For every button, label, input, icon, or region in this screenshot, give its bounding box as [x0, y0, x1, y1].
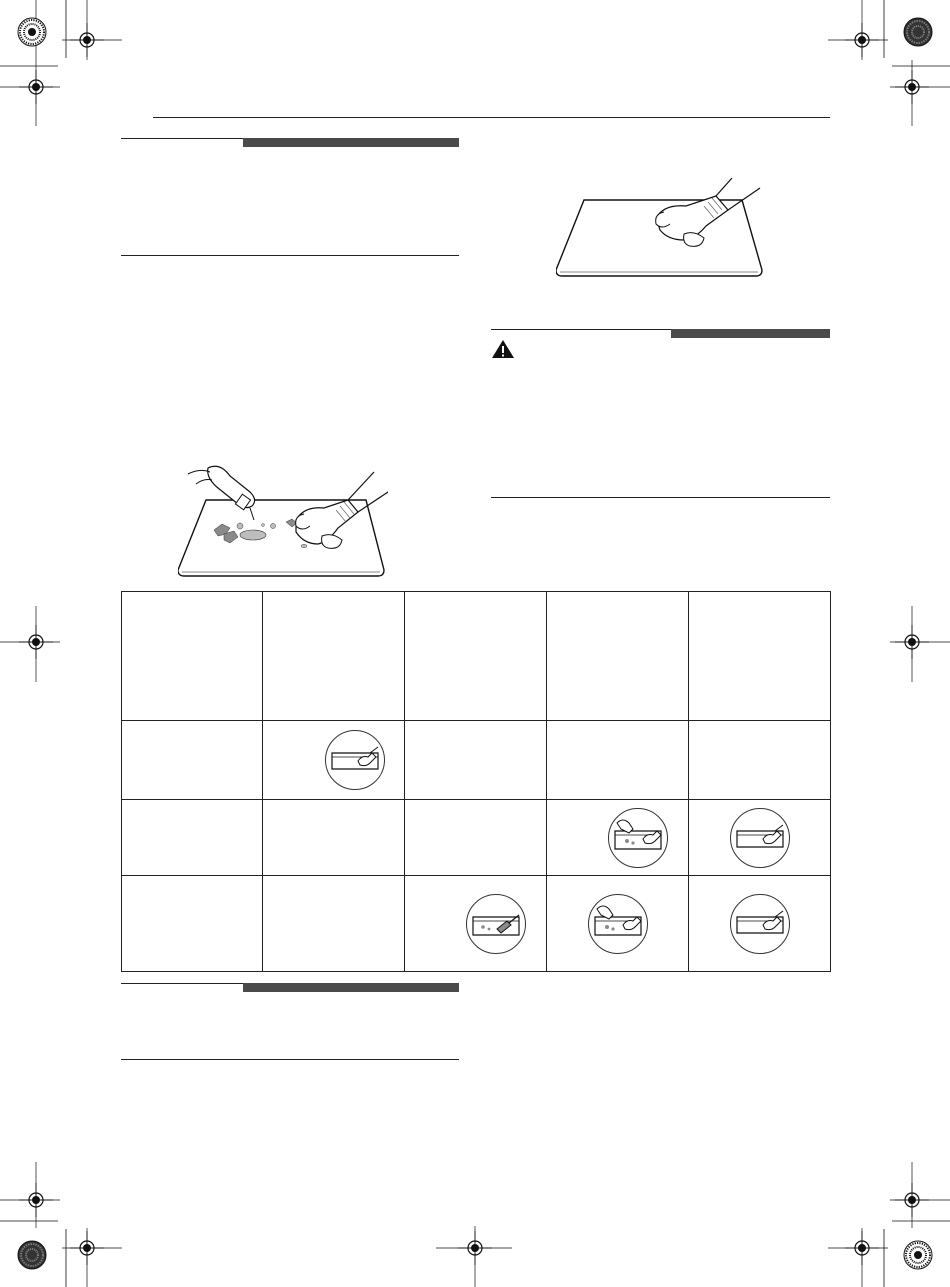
table-cell — [405, 800, 547, 876]
registration-mark-icon — [19, 70, 53, 104]
warning-icon — [491, 339, 515, 359]
table-header-cell — [122, 592, 263, 721]
table-row — [122, 876, 831, 972]
scraper-method-icon — [466, 894, 526, 954]
table-row — [122, 721, 831, 800]
registration-mark-icon — [895, 625, 929, 659]
table-cell — [263, 721, 405, 800]
wipe-method-icon — [325, 730, 385, 790]
registration-mark-icon — [458, 1231, 492, 1265]
wipe-method-icon — [730, 808, 790, 868]
table-row-label — [122, 876, 263, 972]
registration-mark-icon — [845, 23, 879, 57]
table-cell — [547, 721, 689, 800]
table-cell — [405, 721, 547, 800]
registration-mark-icon — [70, 1231, 104, 1265]
table-cell — [405, 876, 547, 972]
table-header-row — [122, 592, 831, 721]
section-divider-right-bottom — [491, 497, 830, 498]
section-heading-left-bottom — [121, 983, 459, 995]
cooktop-wiping-illustration — [556, 178, 768, 280]
table-cell — [689, 800, 831, 876]
registration-mark-icon — [19, 625, 53, 659]
header-rule — [153, 117, 830, 118]
color-target-icon — [904, 1241, 932, 1269]
registration-mark-icon — [895, 70, 929, 104]
section-divider-left-mid — [121, 255, 459, 256]
table-header-cell — [263, 592, 405, 721]
wipe-method-icon — [730, 894, 790, 954]
table-header-cell — [689, 592, 831, 721]
color-target-icon — [18, 1241, 46, 1269]
table-cell — [547, 876, 689, 972]
table-row-label — [122, 800, 263, 876]
cleaner-wipe-method-icon — [608, 808, 668, 868]
cleaner-wipe-method-icon — [588, 894, 648, 954]
table-row-label — [122, 721, 263, 800]
color-target-icon — [18, 18, 46, 46]
table-row — [122, 800, 831, 876]
cooktop-cleaning-illustration — [178, 462, 388, 580]
table-cell — [689, 721, 831, 800]
section-divider-left-bottom — [121, 1059, 459, 1060]
table-cell — [547, 800, 689, 876]
stain-cleaning-table — [121, 591, 831, 972]
section-heading-caution — [491, 329, 830, 341]
table-cell — [263, 876, 405, 972]
section-heading-left-top — [121, 138, 459, 150]
registration-mark-icon — [845, 1231, 879, 1265]
registration-mark-icon — [70, 23, 104, 57]
registration-mark-icon — [895, 1183, 929, 1217]
color-target-icon — [904, 18, 932, 46]
table-header-cell — [405, 592, 547, 721]
table-header-cell — [547, 592, 689, 721]
table-cell — [689, 876, 831, 972]
registration-mark-icon — [19, 1183, 53, 1217]
table-cell — [263, 800, 405, 876]
